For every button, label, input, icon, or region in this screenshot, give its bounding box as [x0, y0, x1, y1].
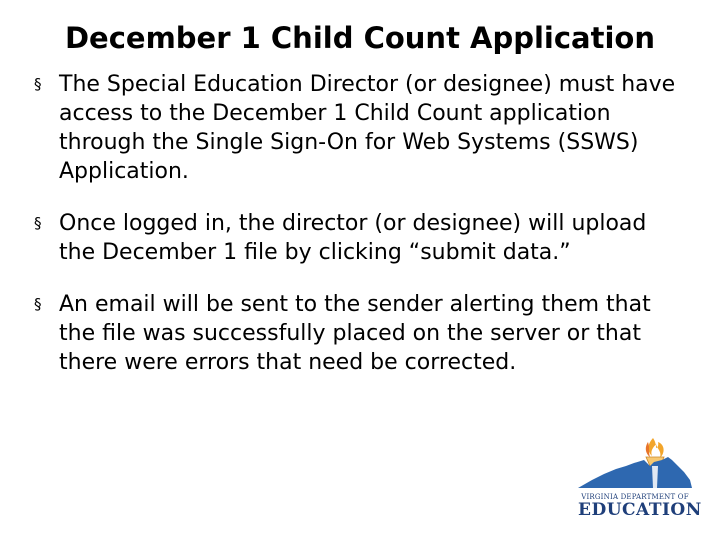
virginia-map-torch-icon — [574, 436, 694, 494]
virginia-doe-logo — [574, 436, 702, 526]
bullet-text: Once logged in, the director (or designee) will upload the December 1 file by clicking “submit data.” — [59, 211, 647, 265]
bullet-text: The Special Education Director (or designee) must have access to the December 1 Child Count application through the Single Sign-On for Web Systems (SSWS) Application. — [59, 72, 676, 184]
bullet-item — [34, 290, 684, 377]
bullet-item — [34, 209, 684, 267]
bullet-item — [34, 70, 684, 186]
bullet-marker-icon: § — [34, 295, 42, 313]
bullet-marker-icon: § — [34, 75, 42, 93]
logo-text-line1: VIRGINIA DEPARTMENT OF — [581, 493, 689, 501]
bullet-list — [34, 70, 684, 400]
slide-title: December 1 Child Count Application — [64, 21, 655, 55]
bullet-marker-icon: § — [34, 214, 42, 232]
logo-text-line2: EDUCATION — [578, 500, 702, 520]
bullet-text: An email will be sent to the sender alerting them that the file was successfully placed on the server or that there were errors that need be corrected. — [59, 292, 651, 375]
